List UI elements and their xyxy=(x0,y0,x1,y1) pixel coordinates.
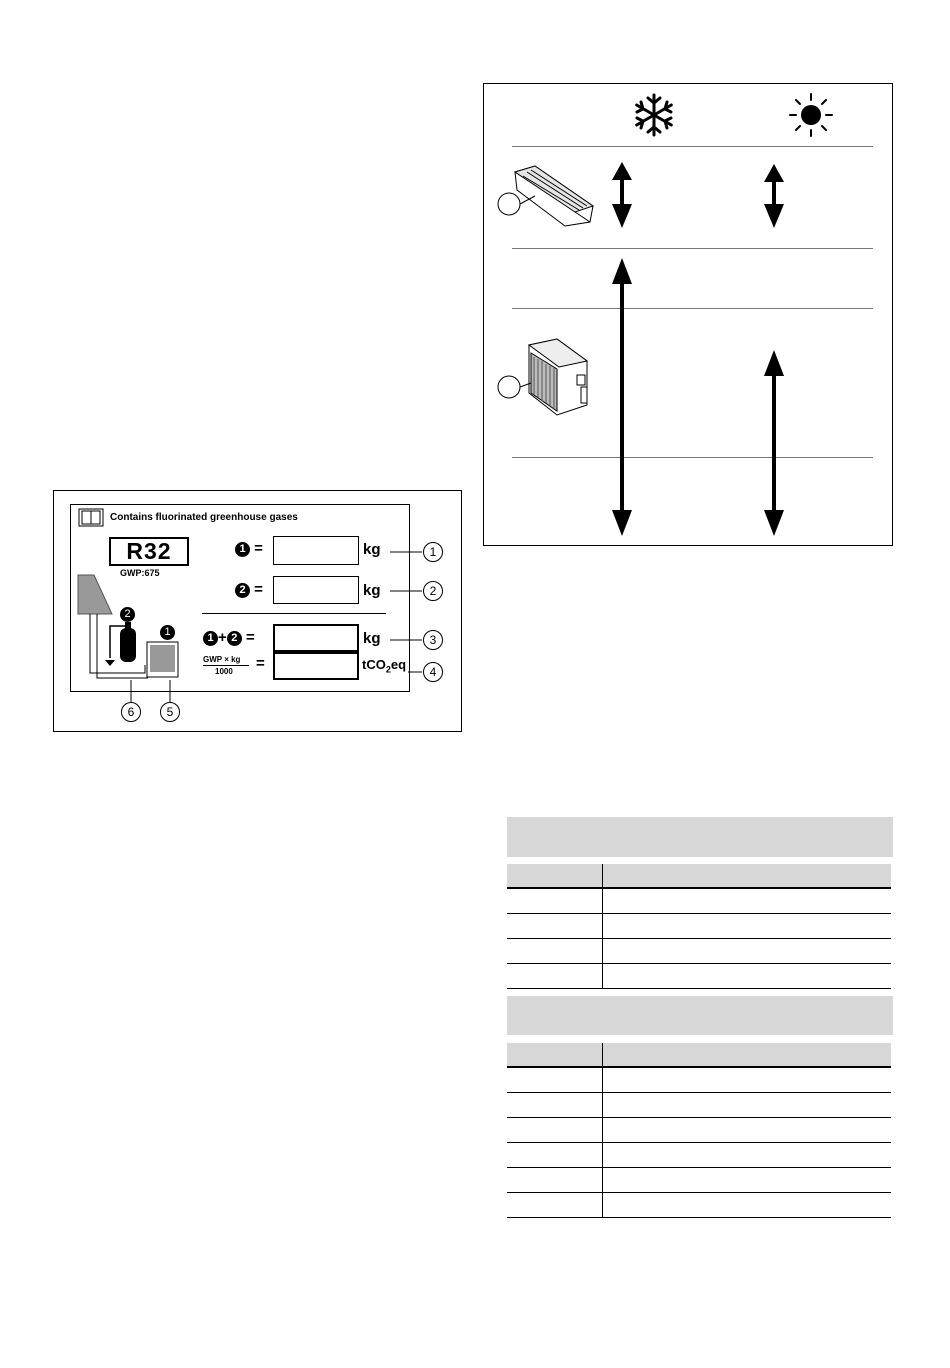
table-cell xyxy=(507,1067,603,1093)
table-cell xyxy=(603,888,892,914)
table-2-title-bar xyxy=(507,996,893,1035)
label-heading: Contains fluorinated greenhouse gases xyxy=(110,512,298,523)
table-cell xyxy=(507,1168,603,1193)
table-cell xyxy=(603,1193,892,1218)
table-cell xyxy=(507,888,603,914)
unit-kg-1: kg xyxy=(363,541,381,558)
equals-sign: = xyxy=(254,581,263,598)
table-cell xyxy=(603,914,892,939)
table-cell xyxy=(603,1067,892,1093)
outdoor-unit-icon xyxy=(495,335,595,420)
marker-2: 2 xyxy=(227,631,242,646)
cooling-outdoor-range-arrow xyxy=(612,258,632,536)
unit-kg-3: kg xyxy=(363,630,381,647)
table-cell xyxy=(507,914,603,939)
table-cell xyxy=(507,939,603,964)
cylinder-marker: 2 xyxy=(120,606,135,624)
gwp-value: GWP:675 xyxy=(120,568,160,578)
table-row xyxy=(507,888,891,914)
table-row xyxy=(507,939,891,964)
arrow-down-icon xyxy=(105,660,115,666)
table-row xyxy=(507,1118,891,1143)
callout-2: 2 xyxy=(423,581,443,601)
unit-marker: 1 xyxy=(160,624,175,642)
table-row xyxy=(507,964,891,989)
snowflake-icon xyxy=(630,92,678,138)
callout-1: 1 xyxy=(423,542,443,562)
sun-icon xyxy=(788,92,834,138)
marker-1: 1 xyxy=(203,631,218,646)
table-cell xyxy=(603,939,892,964)
equals-sign: = xyxy=(254,540,263,557)
table-1-title-bar xyxy=(507,817,893,857)
table-cell xyxy=(507,1118,603,1143)
table-cell xyxy=(507,1143,603,1168)
indoor-unit-shape xyxy=(150,645,175,672)
table-header-cell xyxy=(603,864,892,888)
unit-tco2eq: tCO$_2$eq xyxy=(362,657,407,675)
marker-1: 1 xyxy=(235,542,250,557)
spec-table-1 xyxy=(507,864,891,989)
callout-5: 5 xyxy=(160,702,180,722)
callout-6: 6 xyxy=(121,702,141,722)
table-row xyxy=(507,1067,891,1093)
range-arrows xyxy=(590,150,820,542)
table-cell xyxy=(507,964,603,989)
table-cell xyxy=(603,1168,892,1193)
table-cell xyxy=(603,964,892,989)
table-cell xyxy=(507,1193,603,1218)
table-row xyxy=(507,1093,891,1118)
table-row xyxy=(507,1143,891,1168)
refrigerant-name-box: R32 xyxy=(109,537,189,566)
table-cell xyxy=(507,1093,603,1118)
range-divider xyxy=(512,146,873,147)
outdoor-unit-shape xyxy=(78,575,112,614)
equals-sign: = xyxy=(256,655,265,672)
callout-3: 3 xyxy=(423,630,443,650)
table-cell xyxy=(603,1118,892,1143)
fraction-denominator: 1000 xyxy=(215,667,233,676)
plus-sign: + xyxy=(218,629,227,646)
indoor-unit-icon xyxy=(495,162,595,232)
callout-4: 4 xyxy=(423,662,443,682)
table-row xyxy=(507,1193,891,1218)
table-header-row xyxy=(507,1043,891,1067)
cooling-indoor-range-arrow xyxy=(612,162,632,228)
table-row xyxy=(507,1168,891,1193)
marker-2: 2 xyxy=(235,583,250,598)
table-header-cell xyxy=(507,1043,603,1067)
spec-table-2 xyxy=(507,1043,891,1218)
table-cell xyxy=(603,1093,892,1118)
heating-indoor-range-arrow xyxy=(764,164,784,228)
heating-outdoor-range-arrow xyxy=(764,350,784,536)
fraction-numerator: GWP × kg xyxy=(203,655,241,664)
unit-kg-2: kg xyxy=(363,582,381,599)
table-row xyxy=(507,914,891,939)
charging-diagram xyxy=(70,570,200,690)
table-cell xyxy=(603,1143,892,1168)
table-header-row xyxy=(507,864,891,888)
gas-cylinder-icon xyxy=(120,628,136,662)
table-header-cell xyxy=(603,1043,892,1067)
table-header-cell xyxy=(507,864,603,888)
equals-sign: = xyxy=(245,629,255,646)
